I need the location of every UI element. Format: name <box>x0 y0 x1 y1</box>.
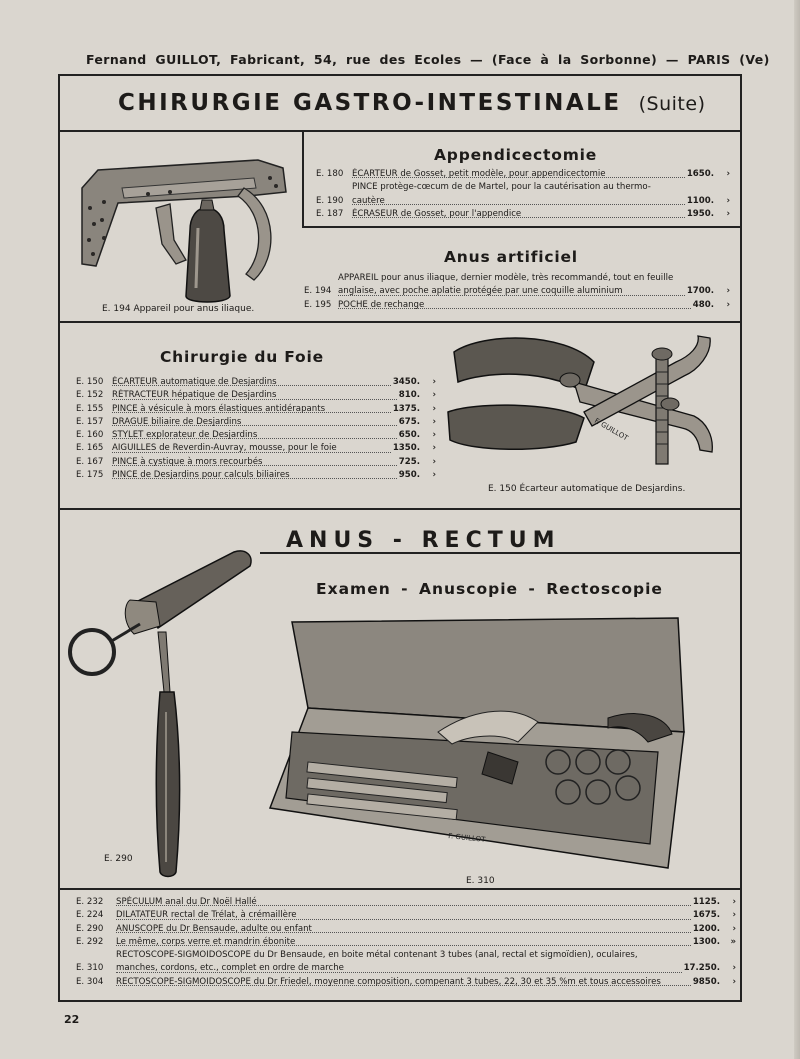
catalog-frame <box>58 74 742 1002</box>
catalog-description: AIGUILLES de Reverdin-Auvray, mousse, pour le foie <box>112 443 337 454</box>
catalog-price: 17.250. <box>683 963 720 974</box>
price-mark: › <box>432 416 436 427</box>
catalog-ref: E. 290 <box>76 923 104 934</box>
catalog-description-cell <box>112 403 391 416</box>
catalog-description-cell <box>112 456 397 469</box>
catalog-description-cell <box>112 429 397 442</box>
engraved-mark-case: F. GUILLOT <box>447 832 486 844</box>
anus-rectum-title: ANUS - RECTUM <box>286 528 561 553</box>
catalog-price: 950. <box>398 470 420 481</box>
catalog-item-row <box>76 456 436 469</box>
catalog-item-row <box>304 272 730 299</box>
page-title-main: CHIRURGIE GASTRO-INTESTINALE <box>118 90 622 116</box>
catalog-price: 9850. <box>692 976 720 987</box>
price-mark: › <box>432 377 436 387</box>
catalog-description: RECTOSCOPE-SIGMOIDOSCOPE du Dr Bensaude, en boite métal contenant 3 tubes (anal, rectal et sigmoïdien), oculaires, manches, cordons, etc., complet en ordre de marche <box>116 950 638 974</box>
divider-appendice <box>302 226 740 228</box>
catalog-ref: E. 232 <box>76 897 104 907</box>
price-mark: › <box>432 430 436 441</box>
belt-apparatus-illustration <box>78 148 288 308</box>
price-mark: › <box>732 976 736 987</box>
catalog-price: 480. <box>692 299 714 310</box>
catalog-ref: E. 224 <box>76 910 104 921</box>
catalog-ref: E. 155 <box>76 403 104 414</box>
anuscope-illustration <box>66 542 266 882</box>
catalog-price: 1350. <box>392 443 420 454</box>
catalog-description-cell <box>112 416 397 429</box>
catalog-description: PINCE à cystique à mors recourbés <box>112 456 263 467</box>
catalog-description-cell <box>338 299 691 312</box>
divider-title <box>60 130 740 132</box>
catalog-description: RÉTRACTEUR hépatique de Desjardins <box>112 390 277 401</box>
publisher-header: Fernand GUILLOT, Fabricant, 54, rue des Ecoles — (Face à la Sorbonne) — PARIS (Ve) <box>86 52 770 67</box>
anus-rectum-subtitle: Examen - Anuscopie - Rectoscopie <box>316 580 663 598</box>
catalog-description: ÉCARTEUR de Gosset, petit modèle, pour appendicectomie <box>352 169 606 179</box>
catalog-ref: E. 195 <box>304 299 332 310</box>
catalog-description-cell <box>116 976 691 989</box>
price-mark: › <box>432 443 436 454</box>
price-mark: › <box>726 286 730 297</box>
price-mark: › <box>432 470 436 481</box>
catalog-price: 1700. <box>686 286 714 297</box>
catalog-item-row <box>76 376 436 389</box>
catalog-description-cell <box>116 909 691 922</box>
page-title <box>118 90 706 116</box>
price-mark: » <box>730 936 736 947</box>
leader-dots <box>352 204 685 205</box>
price-mark: › <box>732 923 736 934</box>
price-mark: › <box>732 897 736 907</box>
catalog-price: 1125. <box>692 897 720 907</box>
catalog-price: 675. <box>398 416 420 427</box>
catalog-ref: E. 187 <box>316 208 344 219</box>
catalog-price: 1200. <box>692 923 720 934</box>
price-mark: › <box>432 403 436 414</box>
catalog-item-row <box>76 896 736 909</box>
price-mark: › <box>726 208 730 219</box>
catalog-ref: E. 160 <box>76 430 104 441</box>
catalog-item-row <box>76 469 436 482</box>
catalog-price: 3450. <box>392 377 420 387</box>
catalog-ref: E. 167 <box>76 456 104 467</box>
catalog-description-cell <box>116 936 691 949</box>
divider-price-list <box>60 888 740 890</box>
catalog-ref: E. 180 <box>316 169 344 179</box>
catalog-item-row <box>76 923 736 936</box>
divider-vertical-top <box>302 130 304 228</box>
catalog-ref: E. 157 <box>76 416 104 427</box>
catalog-ref: E. 292 <box>76 936 104 947</box>
anus-rectum-list <box>76 896 736 989</box>
catalog-ref: E. 150 <box>76 377 104 387</box>
catalog-description: RECTOSCOPE-SIGMOIDOSCOPE du Dr Friedel, moyenne composition, compenant 3 tubes, 22, 30 et 35 %m et tous accessoires <box>116 976 661 987</box>
catalog-price: 1650. <box>686 169 714 179</box>
catalog-item-row <box>304 299 730 312</box>
price-mark: › <box>732 963 736 974</box>
catalog-description-cell <box>116 896 691 909</box>
catalog-item-row <box>76 936 736 949</box>
catalog-item-row <box>76 976 736 989</box>
figure-caption-e194: E. 194 Appareil pour anus iliaque. <box>102 304 255 314</box>
catalog-description-cell <box>116 949 682 976</box>
foie-list <box>76 376 436 482</box>
catalog-price: 650. <box>398 430 420 441</box>
engraved-mark-retractor: F. GUILLOT <box>593 416 630 443</box>
catalog-price: 1100. <box>686 195 714 206</box>
catalog-description: ÉCARTEUR automatique de Desjardins <box>112 377 277 387</box>
catalog-description-cell <box>352 181 685 208</box>
catalog-description: APPAREIL pour anus iliaque, dernier modèle, très recommandé, tout en feuille anglaise, avec poche aplatie protégée par une coquille aluminium <box>338 273 674 297</box>
catalog-item-row <box>76 403 436 416</box>
catalog-description: Le même, corps verre et mandrin ébonite <box>116 936 296 947</box>
catalog-price: 1300. <box>692 936 720 947</box>
rectoscope-case-illustration <box>268 612 692 872</box>
catalog-description: ANUSCOPE du Dr Bensaude, adulte ou enfant <box>116 923 312 934</box>
catalog-description-cell <box>112 469 397 482</box>
figure-caption-e150: E. 150 Écarteur automatique de Desjardins. <box>488 484 686 494</box>
page-edge <box>794 0 800 1059</box>
catalog-item-row <box>76 429 436 442</box>
price-mark: › <box>732 910 736 921</box>
catalog-ref: E. 304 <box>76 976 104 987</box>
page-number: 22 <box>64 1013 80 1026</box>
appendicectomie-title: Appendicectomie <box>434 146 598 164</box>
catalog-description-cell <box>338 272 685 299</box>
anus-artificiel-title: Anus artificiel <box>444 248 578 266</box>
page-title-suite: (Suite) <box>638 93 706 115</box>
catalog-item-row <box>76 389 436 402</box>
price-mark: › <box>726 299 730 310</box>
price-mark: › <box>432 456 436 467</box>
catalog-price: 810. <box>398 390 420 401</box>
divider-section-1 <box>60 321 740 323</box>
catalog-description: STYLET explorateur de Desjardins <box>112 430 258 441</box>
catalog-ref: E. 190 <box>316 195 344 206</box>
catalog-description: PINCE de Desjardins pour calculs biliaires <box>112 470 290 481</box>
catalog-description: POCHE de rechange <box>338 299 425 310</box>
catalog-description-cell <box>112 376 391 389</box>
catalog-description: DRAGUE biliaire de Desjardins <box>112 416 242 427</box>
catalog-ref: E. 152 <box>76 390 104 401</box>
catalog-description: PINCE à vésicule à mors élastiques antidérapants <box>112 403 326 414</box>
catalog-ref: E. 310 <box>76 963 104 974</box>
catalog-price: 1375. <box>392 403 420 414</box>
catalog-price: 725. <box>398 456 420 467</box>
price-mark: › <box>726 195 730 206</box>
catalog-description-cell <box>352 168 685 181</box>
divider-section-2 <box>60 508 740 510</box>
catalog-item-row <box>316 181 730 208</box>
price-mark: › <box>432 390 436 401</box>
catalog-price: 1675. <box>692 910 720 921</box>
catalog-description-cell <box>352 208 685 221</box>
catalog-description-cell <box>116 923 691 936</box>
catalog-description-cell <box>112 442 391 455</box>
catalog-description-cell <box>112 389 397 402</box>
appendicectomie-list <box>316 168 730 221</box>
catalog-ref: E. 165 <box>76 443 104 454</box>
catalog-item-row <box>316 208 730 221</box>
foie-title: Chirurgie du Foie <box>160 348 324 366</box>
catalog-description: PINCE protège-cœcum de de Martel, pour la cautérisation au thermo-cautère <box>352 182 651 206</box>
catalog-item-row <box>316 168 730 181</box>
catalog-description: ÉCRASEUR de Gosset, pour l'appendice <box>352 208 522 219</box>
catalog-item-row <box>76 909 736 922</box>
price-mark: › <box>726 169 730 179</box>
catalog-price: 1950. <box>686 208 714 219</box>
catalog-ref: E. 175 <box>76 470 104 481</box>
catalog-description: DILATATEUR rectal de Trélat, à crémaillère <box>116 910 297 921</box>
retractor-illustration <box>444 332 740 482</box>
catalog-item-row <box>76 442 436 455</box>
catalog-description: SPÉCULUM anal du Dr Noël Hallé <box>116 897 257 907</box>
anus-artificiel-list <box>304 272 730 312</box>
catalog-ref: E. 194 <box>304 286 332 297</box>
figure-caption-e310: E. 310 <box>466 876 495 886</box>
catalog-item-row <box>76 416 436 429</box>
catalog-item-row <box>76 949 736 976</box>
figure-caption-e290: E. 290 <box>104 854 133 864</box>
